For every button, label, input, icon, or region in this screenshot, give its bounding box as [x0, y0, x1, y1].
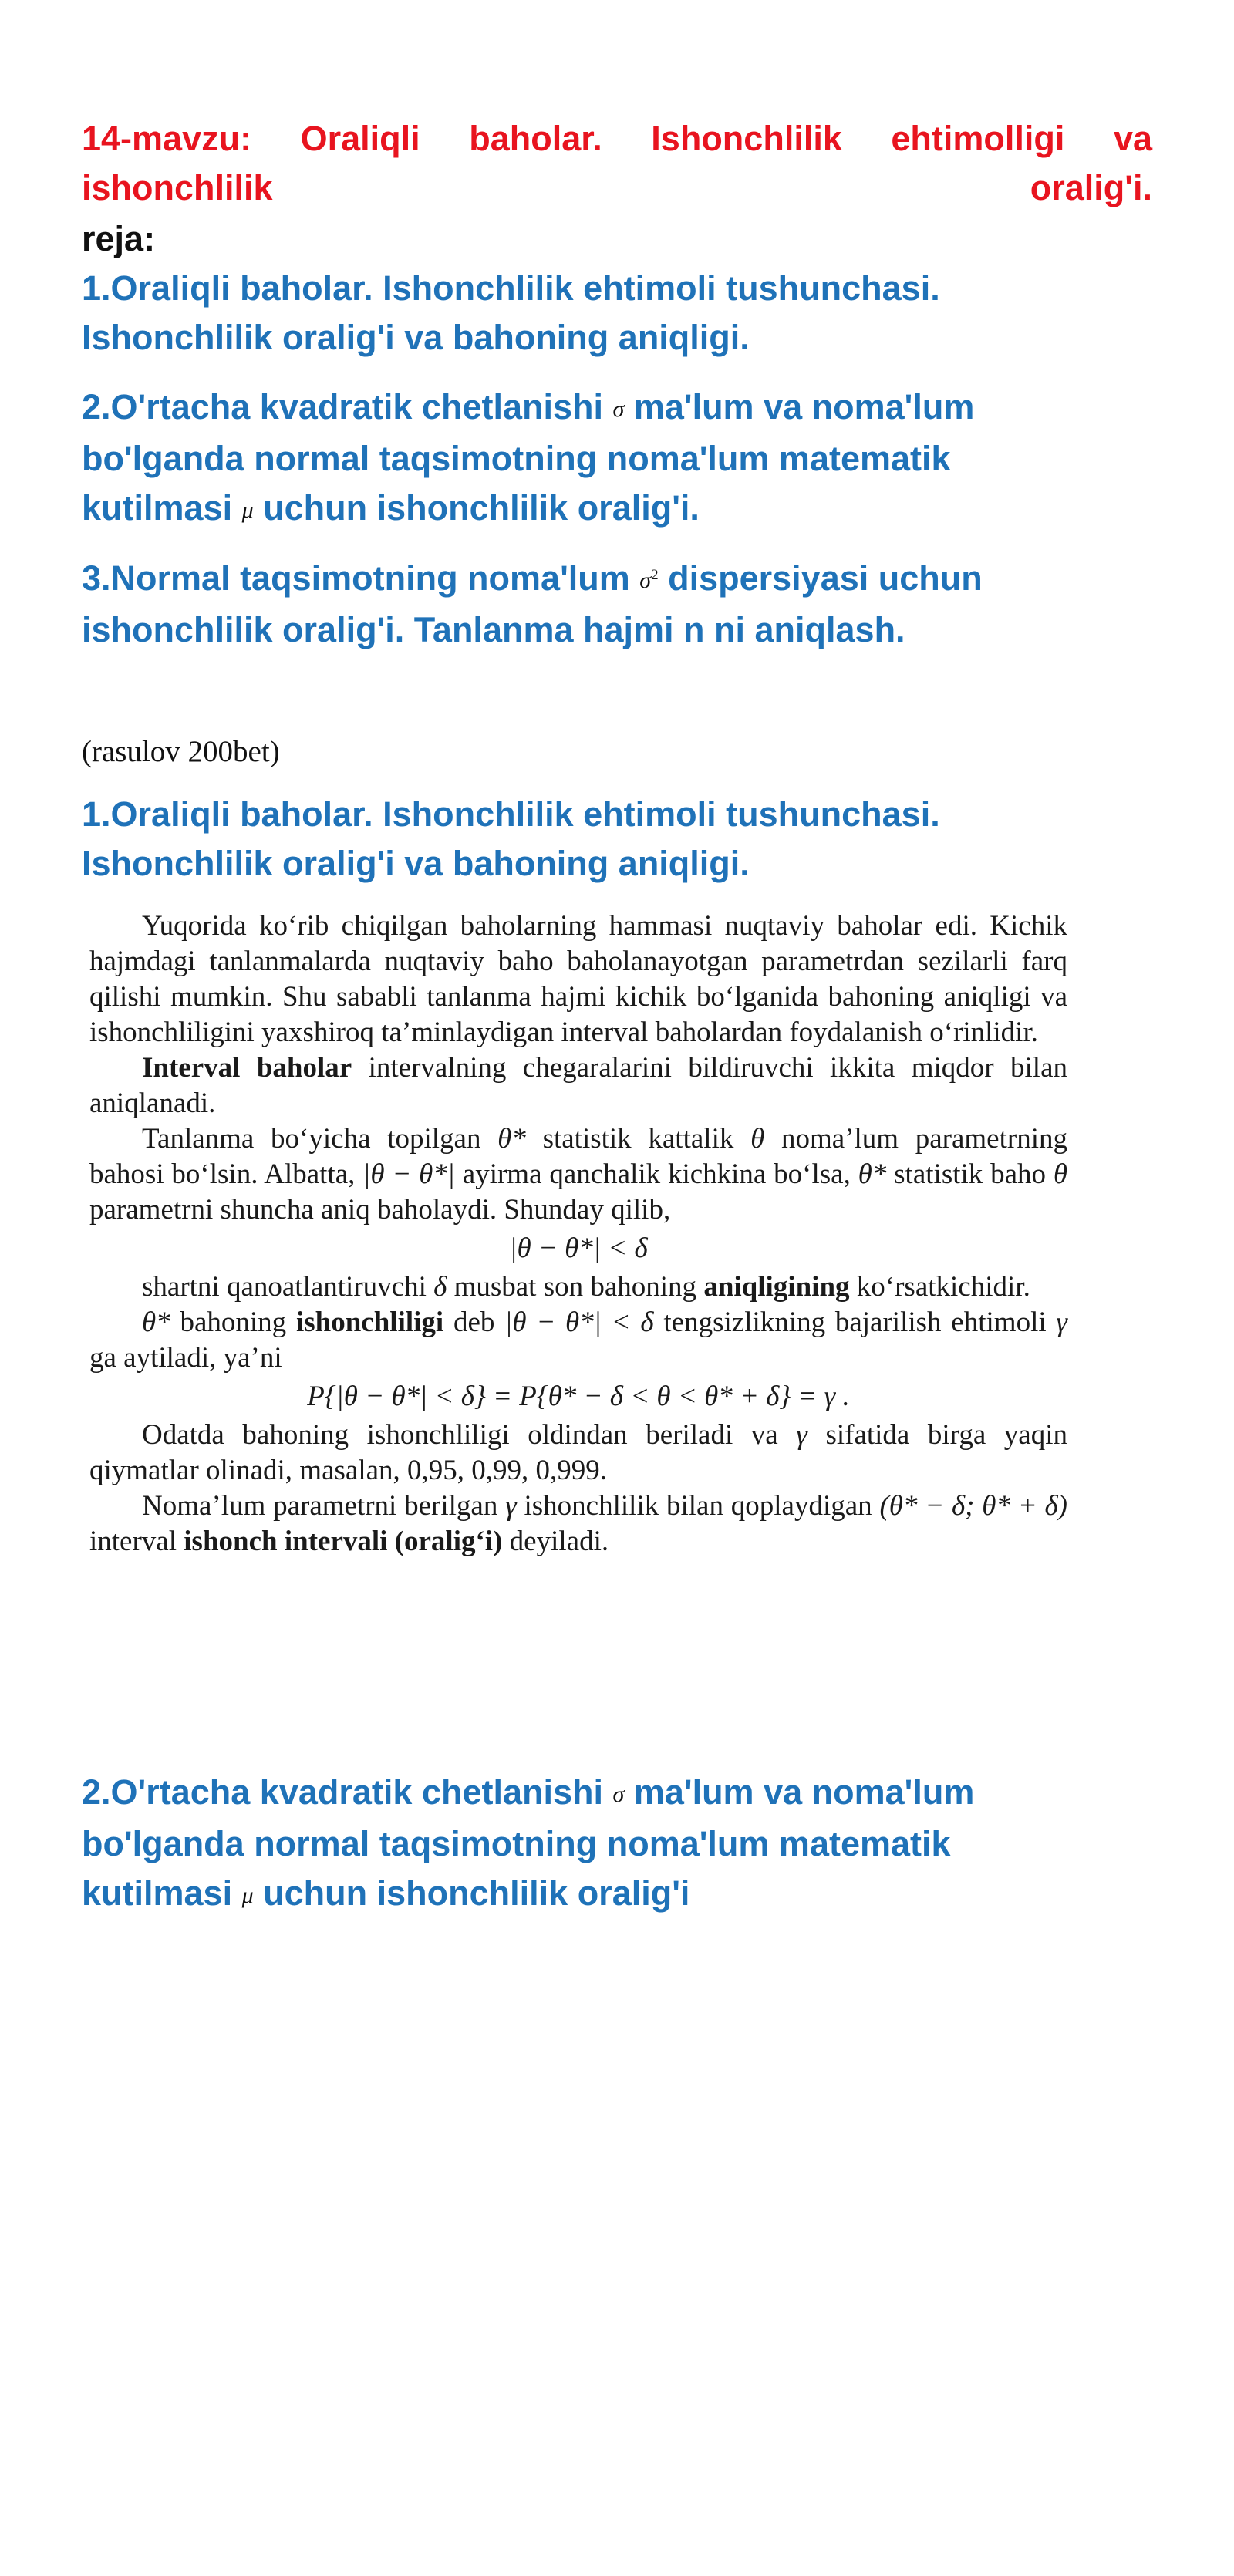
- sigma-symbol: σ: [612, 396, 625, 422]
- inequality: |θ − θ*| < δ: [504, 1307, 654, 1338]
- theta-star-symbol: θ*: [142, 1307, 170, 1338]
- sigma-base: σ: [639, 568, 652, 593]
- section-2-line3: [82, 1869, 1152, 1920]
- excerpt-text: statistik kattalik: [542, 1123, 734, 1155]
- excerpt-text: Odatda bahoning ishonchliligi oldindan beriladi va: [142, 1419, 778, 1451]
- section-2-text-b: ma'lum va noma'lum: [633, 1772, 975, 1812]
- title-text: 14-mavzu: Oraliqli baholar. Ishonchlilik ehtimolligi va ishonchlilik oralig'i.: [82, 119, 1152, 207]
- excerpt-text: deyiladi.: [509, 1526, 609, 1557]
- term-aniqligining: aniqligining: [703, 1271, 850, 1303]
- reja-label: reja:: [82, 219, 156, 258]
- excerpt-text: Tanlanma bo‘yicha topilgan: [142, 1123, 481, 1155]
- equation-2: P{|θ − θ*| < δ} = P{θ* − δ < θ < θ* + δ} = γ .: [307, 1381, 850, 1412]
- excerpt-paragraph-2: [89, 1050, 1067, 1121]
- excerpt-text: ayirma qanchalik kichkina bo‘lsa,: [462, 1158, 851, 1190]
- section-2-text-c: kutilmasi: [82, 1873, 233, 1913]
- plan-item-1-line2: Ishonchlilik oralig'i va bahoning aniqligi.: [82, 318, 750, 357]
- excerpt-paragraph-7: [89, 1489, 1067, 1559]
- exponent: 2: [651, 567, 659, 583]
- section-2-text-d: uchun ishonchlilik oralig'i: [263, 1873, 690, 1913]
- plan-item-3-text-a: 3.Normal taqsimotning noma'lum: [82, 558, 630, 598]
- plan-item-3-line1: [82, 551, 1152, 605]
- plan-item-3: [82, 551, 1152, 655]
- source-note: (rasulov 200bet): [82, 735, 280, 768]
- excerpt-paragraph-6: [89, 1418, 1067, 1489]
- excerpt-paragraph-4: [89, 1269, 1067, 1305]
- theta-star-symbol: θ*: [497, 1123, 526, 1155]
- section-2-heading: [82, 1768, 1152, 1920]
- section-1-heading: [82, 790, 1152, 888]
- excerpt-text: ga aytiladi, ya’ni: [89, 1342, 282, 1374]
- book-excerpt: [89, 909, 1067, 1559]
- excerpt-text: sifatida birga yaqin qiymatlar olinadi, masalan, 0,95, 0,99, 0,999.: [89, 1419, 1068, 1486]
- section-1-line1: 1.Oraliqli baholar. Ishonchlilik ehtimoli tushunchasi.: [82, 794, 940, 834]
- excerpt-text: statistik baho: [894, 1158, 1047, 1190]
- term-interval-baholar: Interval baholar: [142, 1052, 352, 1084]
- plan-item-2-line2: bo'lganda normal taqsimotning noma'lum matematik: [82, 439, 951, 478]
- excerpt-text: tengsizlikning bajarilish ehtimoli: [663, 1307, 1047, 1338]
- excerpt-text: ko‘rsatkichidir.: [856, 1271, 1030, 1303]
- section-1-line2: Ishonchlilik oralig'i va bahoning aniqligi.: [82, 844, 750, 883]
- interval-expression: (θ* − δ; θ* + δ): [879, 1490, 1068, 1522]
- excerpt-text: interval: [89, 1526, 177, 1557]
- gamma-symbol: γ: [796, 1419, 807, 1451]
- excerpt-paragraph-5: [89, 1305, 1067, 1376]
- mu-symbol: μ: [241, 497, 254, 523]
- excerpt-paragraph-3: [89, 1121, 1067, 1228]
- plan-item-3-line2: ishonchlilik oralig'i. Tanlanma hajmi n ni aniqlash.: [82, 610, 905, 649]
- delta-symbol: δ: [433, 1271, 447, 1303]
- equation-1: |θ − θ*| < δ: [509, 1232, 648, 1264]
- sigma-squared-symbol: [639, 568, 658, 593]
- plan-item-2-text-a: 2.O'rtacha kvadratik chetlanishi: [82, 387, 603, 427]
- excerpt-text: ishonchlilik bilan qoplaydigan: [524, 1490, 872, 1522]
- plan-item-1-line1: 1.Oraliqli baholar. Ishonchlilik ehtimoli tushunchasi.: [82, 268, 940, 308]
- excerpt-text: shartni qanoatlantiruvchi: [142, 1271, 427, 1303]
- plan-item-3-text-b: dispersiyasi uchun: [668, 558, 983, 598]
- section-2-text-a: 2.O'rtacha kvadratik chetlanishi: [82, 1772, 603, 1812]
- excerpt-paragraph-1: Yuqorida ko‘rib chiqilgan baholarning hammasi nuqtaviy baholar edi. Kichik hajmdagi tanlanmalarda nuqtaviy baho baholanayotgan parametrdan sezilarli farq qilishi mumkin. Shu sababli tanlanma hajmi kichik bo‘lganida bahoning aniqligi va ishonchliligini yaxshiroq ta’minlaydigan interval baholardan foydalanish o‘rinlidir.: [89, 910, 1067, 1048]
- plan-item-2-text-c: kutilmasi: [82, 488, 233, 528]
- excerpt-text: Noma’lum parametrni berilgan: [142, 1490, 498, 1522]
- excerpt-text: musbat son bahoning: [453, 1271, 697, 1303]
- theta-symbol: θ: [750, 1123, 765, 1155]
- sigma-symbol: σ: [612, 1782, 625, 1807]
- term-ishonchliligi: ishonchliligi: [295, 1307, 444, 1338]
- page-title: [82, 114, 1152, 213]
- plan-item-2: [82, 383, 1152, 535]
- plan-item-2-text-b: ma'lum va noma'lum: [633, 387, 975, 427]
- plan-item-1: [82, 264, 1152, 362]
- term-ishonch-intervali: ishonch intervali (oralig‘i): [184, 1526, 503, 1557]
- section-2-line1: [82, 1768, 1152, 1819]
- plan-item-2-text-d: uchun ishonchlilik oralig'i.: [263, 488, 700, 528]
- plan-item-2-line1: [82, 383, 1152, 434]
- gamma-symbol: γ: [505, 1490, 517, 1522]
- abs-difference: |θ − θ*|: [362, 1158, 455, 1190]
- excerpt-text: parametrni shuncha aniq baholaydi. Shunday qilib,: [89, 1194, 671, 1226]
- excerpt-text: intervalning chegaralarini bildiruvchi ikkita miqdor bilan aniqlanadi.: [89, 1052, 1067, 1119]
- section-2-line2: bo'lganda normal taqsimotning noma'lum matematik: [82, 1824, 951, 1863]
- theta-symbol: θ: [1053, 1158, 1068, 1190]
- excerpt-text: bahoning: [180, 1307, 287, 1338]
- gamma-symbol: γ: [1056, 1307, 1068, 1338]
- plan-item-2-line3: [82, 484, 1152, 535]
- theta-star-symbol: θ*: [858, 1158, 887, 1190]
- excerpt-text: noma’lum parametrning bahosi bo‘lsin. Albatta,: [89, 1123, 1067, 1190]
- mu-symbol: μ: [241, 1883, 254, 1908]
- excerpt-text: deb: [453, 1307, 495, 1338]
